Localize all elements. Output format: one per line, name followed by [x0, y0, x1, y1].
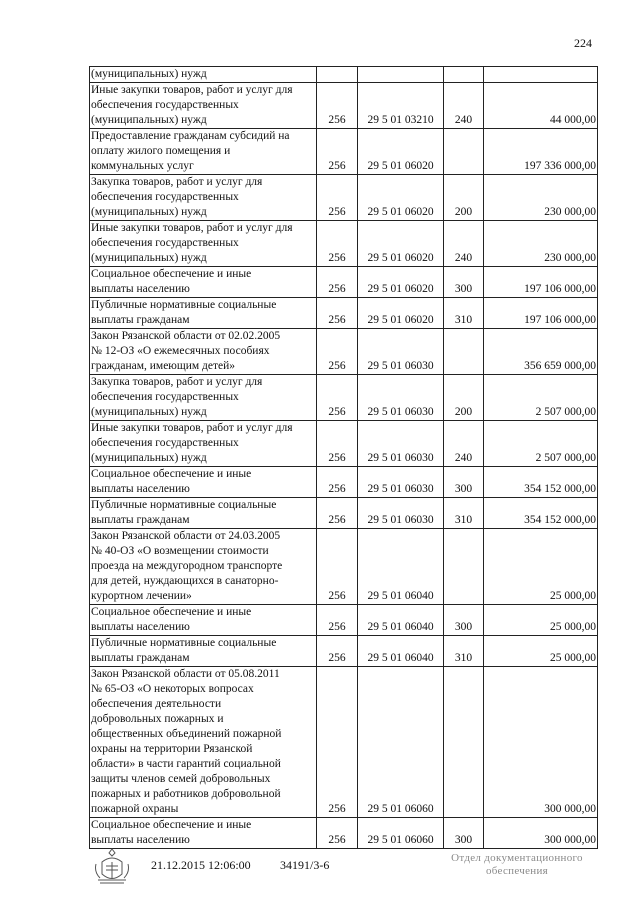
- table-row: [90, 498, 598, 529]
- table-row: [90, 221, 598, 267]
- table-row: [90, 67, 598, 83]
- table-row: [90, 421, 598, 467]
- row-target-article: 29 5 01 06030: [358, 467, 444, 498]
- row-code: 256: [317, 605, 358, 636]
- budget-table-body: [90, 67, 598, 849]
- row-code: 256: [317, 467, 358, 498]
- row-name: Публичные нормативные социальные выплаты гражданам: [90, 636, 317, 667]
- row-target-article: 29 5 01 03210: [358, 83, 444, 129]
- row-target-article: 29 5 01 06030: [358, 375, 444, 421]
- row-target-article: 29 5 01 06030: [358, 421, 444, 467]
- row-expense-type: 300: [444, 467, 484, 498]
- row-amount: 25 000,00: [484, 529, 598, 605]
- row-code: 256: [317, 267, 358, 298]
- coat-of-arms-icon: [92, 846, 132, 886]
- row-target-article: 29 5 01 06060: [358, 818, 444, 849]
- page-number: 224: [574, 36, 592, 50]
- row-amount: 25 000,00: [484, 605, 598, 636]
- table-row: [90, 129, 598, 175]
- row-expense-type: 300: [444, 267, 484, 298]
- row-target-article: [358, 67, 444, 83]
- row-expense-type: 310: [444, 298, 484, 329]
- row-target-article: 29 5 01 06020: [358, 267, 444, 298]
- row-expense-type: 310: [444, 498, 484, 529]
- footer-dept-line2: обеспечения: [485, 865, 549, 877]
- footer-datetime: 21.12.2015 12:06:00: [151, 858, 251, 872]
- row-expense-type: 310: [444, 636, 484, 667]
- row-target-article: 29 5 01 06020: [358, 129, 444, 175]
- row-expense-type: 200: [444, 375, 484, 421]
- row-expense-type: 240: [444, 83, 484, 129]
- row-code: 256: [317, 498, 358, 529]
- row-code: 256: [317, 636, 358, 667]
- table-row: [90, 636, 598, 667]
- row-name: Социальное обеспечение и иные выплаты населению: [90, 605, 317, 636]
- row-target-article: 29 5 01 06030: [358, 498, 444, 529]
- footer-dept-line1: Отдел документационного: [451, 852, 583, 864]
- footer-doc-number: 34191/3-6: [280, 858, 330, 872]
- row-name: Предоставление гражданам субсидий на оплату жилого помещения и коммунальных услуг: [90, 129, 317, 175]
- row-target-article: 29 5 01 06020: [358, 221, 444, 267]
- row-expense-type: 300: [444, 605, 484, 636]
- row-name: Закон Рязанской области от 05.08.2011 № 65-ОЗ «О некоторых вопросах обеспечения деятельности добровольных пожарных и общественных объединений пожарной охраны на территории Рязанской области» в части гарантий социальной защиты членов семей добровольных пожарных и работников добровольной пожарной охраны: [90, 667, 317, 818]
- row-code: 256: [317, 329, 358, 375]
- row-name: Иные закупки товаров, работ и услуг для обеспечения государственных (муниципальных) нужд: [90, 83, 317, 129]
- row-target-article: 29 5 01 06040: [358, 529, 444, 605]
- row-expense-type: [444, 529, 484, 605]
- row-name: Социальное обеспечение и иные выплаты населению: [90, 818, 317, 849]
- table-row: [90, 818, 598, 849]
- row-name: Социальное обеспечение и иные выплаты населению: [90, 467, 317, 498]
- row-amount: 2 507 000,00: [484, 421, 598, 467]
- row-expense-type: 300: [444, 818, 484, 849]
- row-target-article: 29 5 01 06030: [358, 329, 444, 375]
- row-name: (муниципальных) нужд: [90, 67, 317, 83]
- row-name: Публичные нормативные социальные выплаты гражданам: [90, 498, 317, 529]
- row-target-article: 29 5 01 06040: [358, 636, 444, 667]
- row-amount: 2 507 000,00: [484, 375, 598, 421]
- row-name: Иные закупки товаров, работ и услуг для обеспечения государственных (муниципальных) нужд: [90, 221, 317, 267]
- table-row: [90, 605, 598, 636]
- row-amount: 300 000,00: [484, 667, 598, 818]
- row-name: Закупка товаров, работ и услуг для обеспечения государственных (муниципальных) нужд: [90, 375, 317, 421]
- table-row: [90, 267, 598, 298]
- row-code: [317, 67, 358, 83]
- row-target-article: 29 5 01 06060: [358, 667, 444, 818]
- row-name: Закупка товаров, работ и услуг для обеспечения государственных (муниципальных) нужд: [90, 175, 317, 221]
- row-name: Закон Рязанской области от 02.02.2005 № 12-ОЗ «О ежемесячных пособиях гражданам, имеющим детей»: [90, 329, 317, 375]
- row-expense-type: 240: [444, 221, 484, 267]
- row-expense-type: [444, 667, 484, 818]
- table-row: [90, 529, 598, 605]
- row-code: 256: [317, 129, 358, 175]
- table-row: [90, 467, 598, 498]
- row-amount: 356 659 000,00: [484, 329, 598, 375]
- row-target-article: 29 5 01 06020: [358, 175, 444, 221]
- row-code: 256: [317, 375, 358, 421]
- row-name: Иные закупки товаров, работ и услуг для обеспечения государственных (муниципальных) нужд: [90, 421, 317, 467]
- row-amount: 44 000,00: [484, 83, 598, 129]
- row-code: 256: [317, 818, 358, 849]
- table-row: [90, 375, 598, 421]
- row-amount: 230 000,00: [484, 221, 598, 267]
- row-amount: 25 000,00: [484, 636, 598, 667]
- row-code: 256: [317, 83, 358, 129]
- row-expense-type: [444, 329, 484, 375]
- row-code: 256: [317, 667, 358, 818]
- table-row: [90, 83, 598, 129]
- row-amount: 230 000,00: [484, 175, 598, 221]
- row-code: 256: [317, 298, 358, 329]
- row-amount: 300 000,00: [484, 818, 598, 849]
- row-expense-type: 200: [444, 175, 484, 221]
- budget-table: [89, 66, 598, 849]
- row-amount: 354 152 000,00: [484, 498, 598, 529]
- table-row: [90, 298, 598, 329]
- table-row: [90, 667, 598, 818]
- row-code: 256: [317, 421, 358, 467]
- row-code: 256: [317, 221, 358, 267]
- table-row: [90, 175, 598, 221]
- row-amount: 197 336 000,00: [484, 129, 598, 175]
- row-amount: 197 106 000,00: [484, 298, 598, 329]
- row-expense-type: [444, 129, 484, 175]
- row-name: Закон Рязанской области от 24.03.2005 № 40-ОЗ «О возмещении стоимости проезда на междугородном транспорте для детей, нуждающихся в санаторно- курортном лечении»: [90, 529, 317, 605]
- row-amount: 354 152 000,00: [484, 467, 598, 498]
- table-row: [90, 329, 598, 375]
- row-expense-type: 240: [444, 421, 484, 467]
- row-code: 256: [317, 175, 358, 221]
- row-target-article: 29 5 01 06020: [358, 298, 444, 329]
- row-amount: [484, 67, 598, 83]
- row-expense-type: [444, 67, 484, 83]
- row-amount: 197 106 000,00: [484, 267, 598, 298]
- row-name: Социальное обеспечение и иные выплаты населению: [90, 267, 317, 298]
- row-target-article: 29 5 01 06040: [358, 605, 444, 636]
- row-name: Публичные нормативные социальные выплаты гражданам: [90, 298, 317, 329]
- row-code: 256: [317, 529, 358, 605]
- footer-department-stamp: [432, 852, 602, 878]
